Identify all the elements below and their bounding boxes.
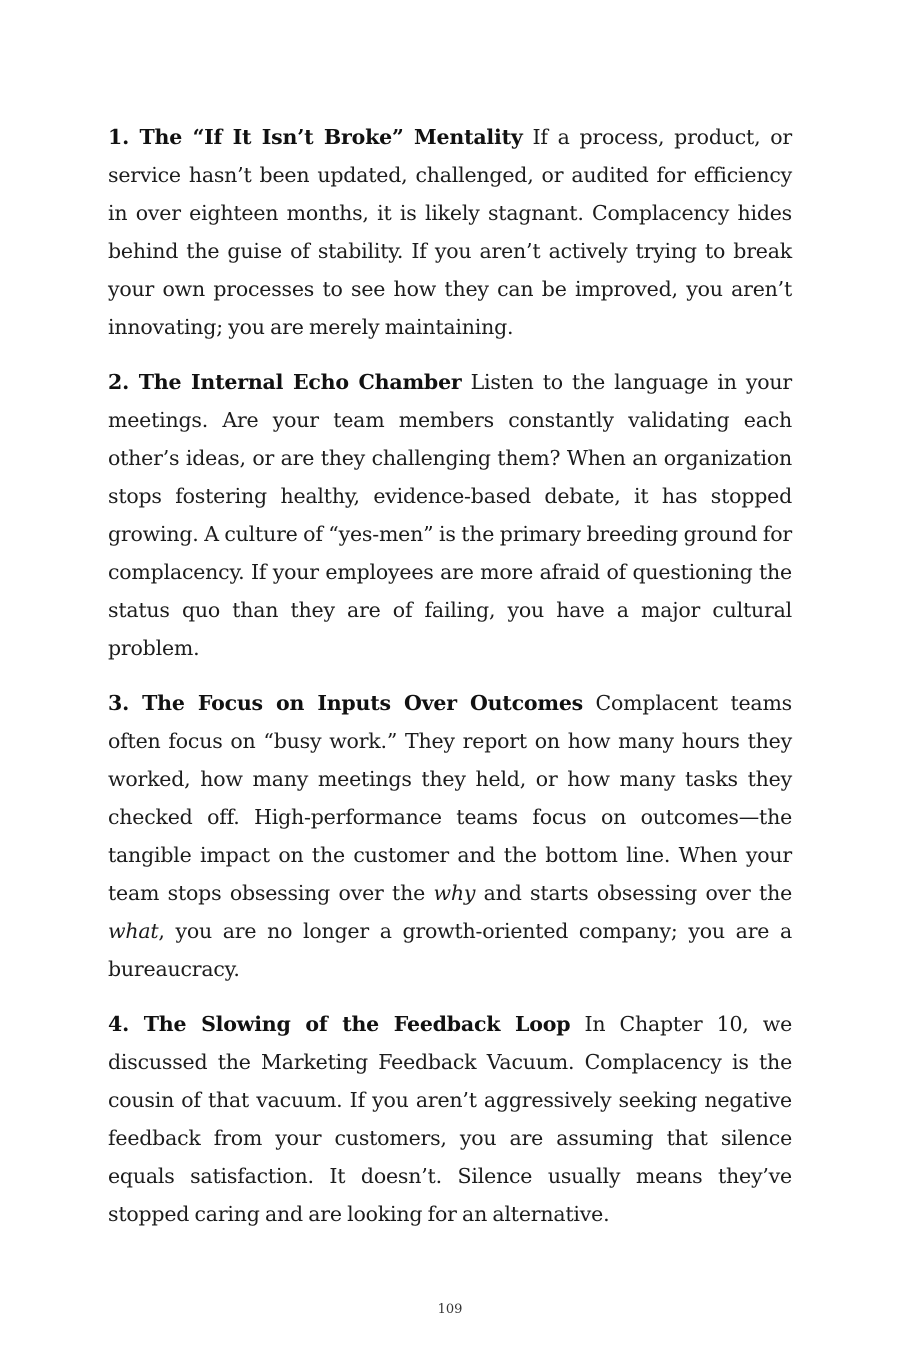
paragraph-1-heading: 1. The “If It Isn’t Broke” Mentality xyxy=(108,125,523,149)
paragraph-2-heading: 2. The Internal Echo Chamber xyxy=(108,370,462,394)
paragraph-3-text-c: , you are no longer a growth-oriented company; you are a bureaucracy. xyxy=(108,919,792,981)
paragraph-3-text-a: Complacent teams often focus on “busy work.” They report on how many hours they worked, how many meetings they held, or how many tasks they checked off. High-performance teams focus on outcomes—the tangible impact on the customer and the bottom line. When your team stops obsessing over the xyxy=(108,691,793,905)
paragraph-3-text-b: and starts obsessing over the xyxy=(475,881,793,905)
paragraph-2-text: Listen to the language in your meetings. Are your team members constantly validating each other’s ideas, or are they challenging them? When an organization stops fostering healthy, evidence-based debate, it has stopped growing. A culture of “yes-men” is the primary breeding ground for complacency. If your employees are more afraid of questioning the status quo than they are of failing, you have a major cultural problem. xyxy=(108,370,792,660)
paragraph-3-emphasis-what: what xyxy=(108,919,159,943)
page-body xyxy=(108,118,792,1250)
paragraph-2 xyxy=(108,363,792,667)
paragraph-1-text: If a process, product, or service hasn’t been updated, challenged, or audited for efficiency in over eighteen months, it is likely stagnant. Complacency hides behind the guise of stability. If you aren’t actively trying to break your own processes to see how they can be improved, you aren’t innovating; you are merely maintaining. xyxy=(108,125,792,339)
paragraph-3-emphasis-why: why xyxy=(433,881,476,905)
paragraph-3 xyxy=(108,684,792,988)
paragraph-4-heading: 4. The Slowing of the Feedback Loop xyxy=(108,1012,571,1036)
paragraph-3-heading: 3. The Focus on Inputs Over Outcomes xyxy=(108,691,584,715)
paragraph-4-text: In Chapter 10, we discussed the Marketing Feedback Vacuum. Complacency is the cousin of that vacuum. If you aren’t aggressively seeking negative feedback from your customers, you are assuming that silence equals satisfaction. It doesn’t. Silence usually means they’ve stopped caring and are looking for an alternative. xyxy=(108,1012,792,1226)
page-number: 109 xyxy=(437,1302,463,1317)
paragraph-4 xyxy=(108,1005,792,1233)
paragraph-1 xyxy=(108,118,792,346)
